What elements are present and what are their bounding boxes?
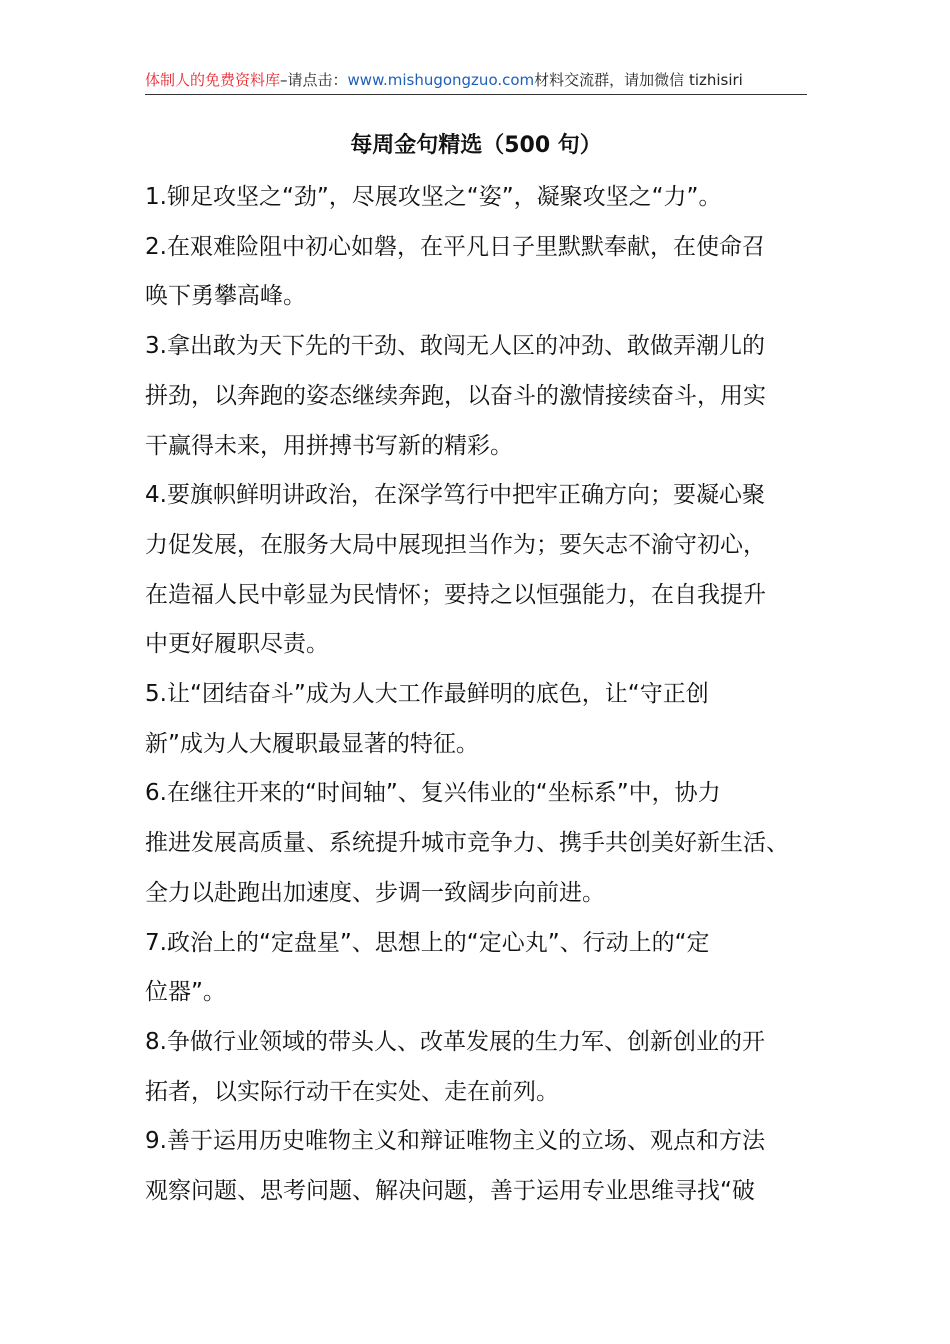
quote-paragraph <box>145 1117 809 1216</box>
quote-paragraph <box>145 223 809 322</box>
header-website-link[interactable]: www.mishugongzuo.com <box>347 71 535 89</box>
quote-paragraph <box>145 1018 809 1117</box>
header-wechat-note: 材料交流群，请加微信 tizhisiri <box>534 71 743 89</box>
quote-paragraph <box>145 919 809 1018</box>
quote-paragraph <box>145 769 809 918</box>
quote-line: 拓者，以实际行动干在实处、走在前列。 <box>145 1078 559 1105</box>
quote-line: 3.拿出敢为天下先的干劲、敢闯无人区的冲劲、敢做弄潮儿的 <box>145 333 765 360</box>
quote-line: 8.争做行业领域的带头人、改革发展的生力军、创新创业的开 <box>145 1028 765 1055</box>
quote-line: 唤下勇攀高峰。 <box>145 283 306 310</box>
quote-line: 观察问题、思考问题、解决问题，善于运用专业思维寻找“破 <box>145 1178 755 1205</box>
header-brand: 体制人的免费资料库 <box>145 71 281 89</box>
quote-line: 新”成为人大履职最显著的特征。 <box>145 730 479 757</box>
quote-line: 6.在继往开来的“时间轴”、复兴伟业的“坐标系”中，协力 <box>145 780 721 807</box>
quote-line: 7.政治上的“定盘星”、思想上的“定心丸”、行动上的“定 <box>145 929 710 956</box>
quote-line: 2.在艰难险阻中初心如磐，在平凡日子里默默奉献，在使命召 <box>145 233 765 260</box>
quote-line: 4.要旗帜鲜明讲政治，在深学笃行中把牢正确方向；要凝心聚 <box>145 482 765 509</box>
header-prompt: –请点击： <box>280 71 348 89</box>
quote-paragraph <box>145 322 809 471</box>
quote-line: 9.善于运用历史唯物主义和辩证唯物主义的立场、观点和方法 <box>145 1128 765 1155</box>
quote-line: 1.铆足攻坚之“劲”，尽展攻坚之“姿”，凝聚攻坚之“力”。 <box>145 184 722 210</box>
quote-line: 在造福人民中彰显为民情怀；要持之以恒强能力，在自我提升 <box>145 581 766 608</box>
document-title: 每周金句精选（500 句） <box>350 133 602 158</box>
quote-line: 5.让“团结奋斗”成为人大工作最鲜明的底色，让“守正创 <box>145 681 709 708</box>
quote-line: 拼劲，以奔跑的姿态继续奔跑，以奋斗的激情接续奋斗，用实 <box>145 382 766 409</box>
quote-paragraph <box>145 173 809 223</box>
quote-line: 中更好履职尽责。 <box>145 631 329 658</box>
quote-line: 力促发展，在服务大局中展现担当作为；要矢志不渝守初心， <box>145 531 766 558</box>
document-body <box>145 173 809 1217</box>
page-header <box>145 68 807 95</box>
quote-line: 推进发展高质量、系统提升城市竞争力、携手共创美好新生活、 <box>145 830 789 857</box>
quote-line: 位器”。 <box>145 979 226 1006</box>
quote-paragraph <box>145 471 809 670</box>
quote-line: 干赢得未来，用拼搏书写新的精彩。 <box>145 432 513 459</box>
quote-paragraph <box>145 670 809 769</box>
quote-line: 全力以赴跑出加速度、步调一致阔步向前进。 <box>145 879 605 906</box>
